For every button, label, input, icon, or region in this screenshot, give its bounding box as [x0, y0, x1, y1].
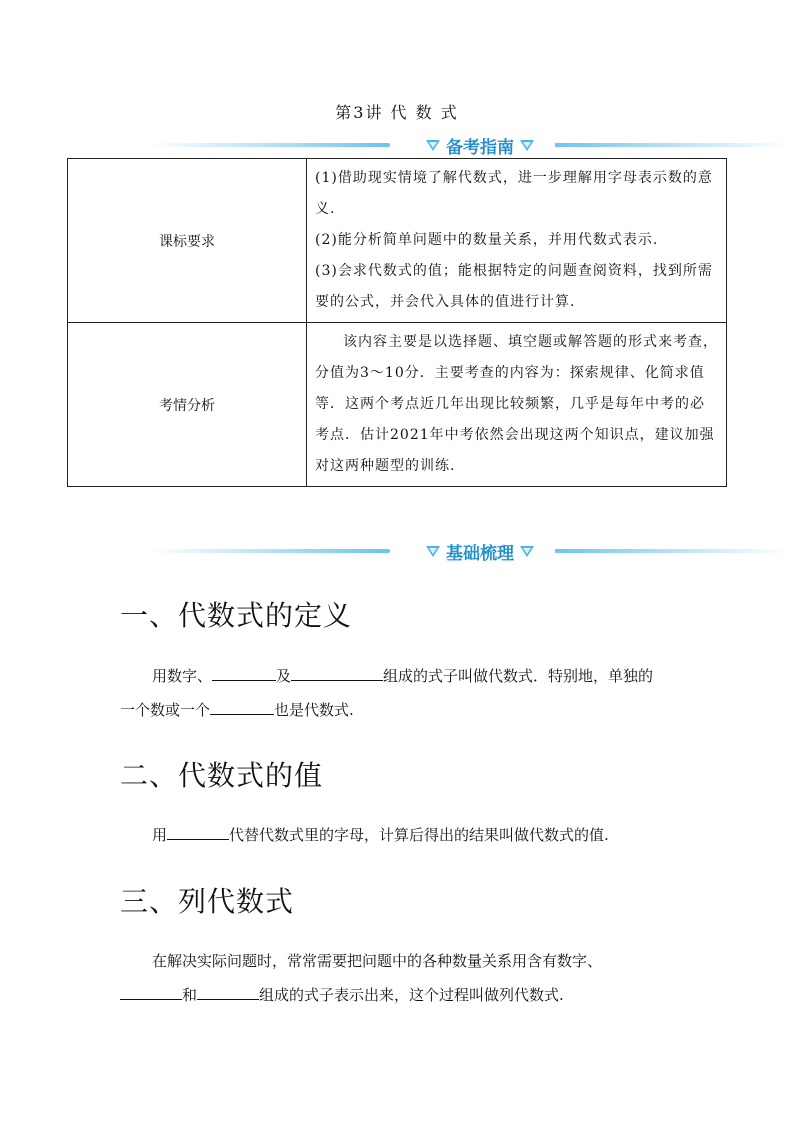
- banner-title: 基础梳理: [446, 543, 514, 564]
- requirement-line: (3)会求代数式的值；能根据特定的问题查阅资料，找到所需要的公式，并会代入具体的值进行计算.: [315, 263, 713, 310]
- section-heading: 三、列代数式: [120, 885, 295, 918]
- fill-blank: [212, 664, 276, 681]
- table-row: [68, 159, 727, 323]
- fill-blank: [167, 823, 229, 840]
- section-paragraph: 用 代替代数式里的字母，计算后得出的结果叫做代数式的值.: [120, 818, 680, 852]
- fill-blank: [197, 983, 259, 1000]
- requirement-line: (2)能分析简单问题中的数量关系，并用代数式表示.: [315, 232, 659, 248]
- table-row: [68, 323, 727, 487]
- triangle-ribbon-icon: [425, 138, 441, 152]
- row-key: 课标要求: [68, 159, 307, 323]
- section-banner-guide: [150, 131, 790, 159]
- triangle-ribbon-icon: [425, 544, 441, 558]
- section-banner-basics: [150, 537, 790, 565]
- exam-analysis-text: 该内容主要是以选择题、填空题或解答题的形式来考查，分值为3～10分．主要考查的内容为：探索规律、化简求值等．这两个考点近几年出现比较频繁，几乎是每年中考的必考点．估计2021年中考依然会出现这两个知识点，建议加强对这两种题型的训练.: [307, 323, 727, 487]
- banner-title: 备考指南: [446, 137, 514, 158]
- section-paragraph: 在解决实际问题时，常常需要把问题中的各种数量关系用含有数字、 和 组成的式子表示出来，这个过程叫做列代数式.: [120, 944, 680, 1012]
- fill-blank: [120, 983, 182, 1000]
- fill-blank: [210, 698, 274, 715]
- section-heading: 一、代数式的定义: [120, 599, 353, 632]
- curriculum-requirements: [307, 159, 727, 323]
- row-key: 考情分析: [68, 323, 307, 487]
- section-heading: 二、代数式的值: [120, 759, 324, 792]
- requirement-line: (1)借助现实情境了解代数式，进一步理解用字母表示数的意义.: [315, 170, 713, 217]
- lesson-title: 第3讲 代 数 式: [335, 103, 459, 122]
- fill-blank: [291, 664, 383, 681]
- section-paragraph: 用数字、 及 组成的式子叫做代数式．特别地，单独的 一个数或一个 也是代数式.: [120, 659, 680, 727]
- triangle-ribbon-icon: [519, 544, 535, 558]
- triangle-ribbon-icon: [519, 138, 535, 152]
- exam-guide-table: [67, 158, 727, 487]
